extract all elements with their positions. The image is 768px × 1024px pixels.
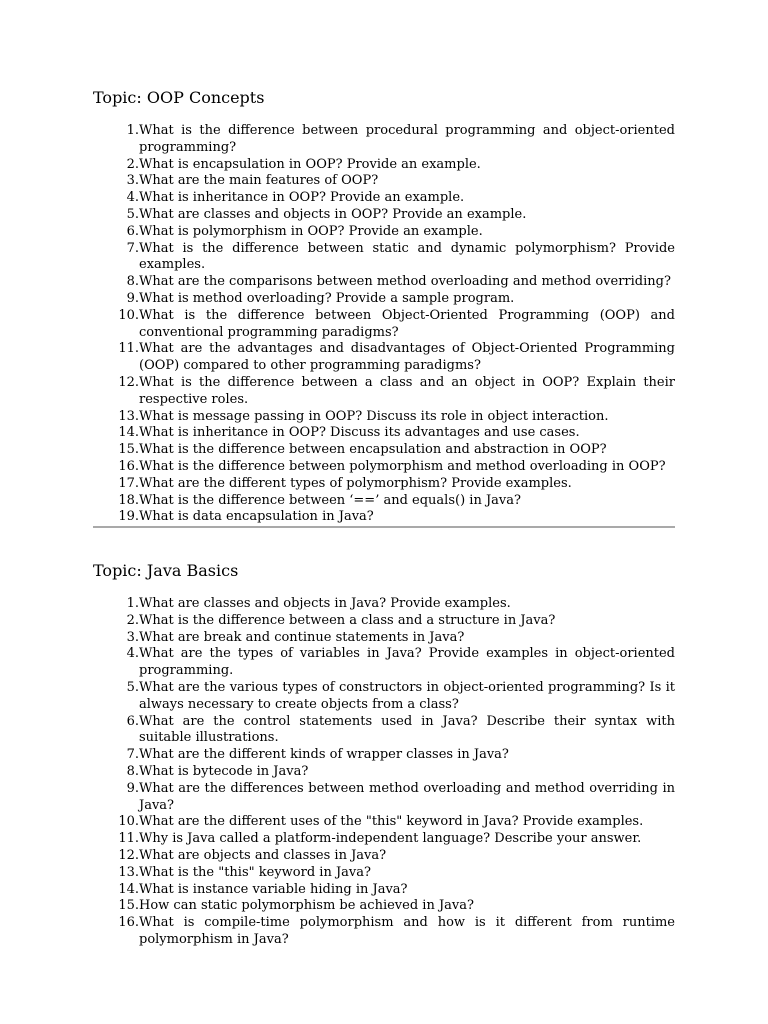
section-title: Topic: Java Basics [93, 561, 239, 580]
question-item [93, 425, 675, 442]
question-number [93, 882, 139, 899]
question-number-label: 8. [126, 274, 139, 290]
question-item [93, 865, 675, 882]
question-number [93, 308, 139, 342]
question-text: What is the difference between static and dynamic polymorphism? Provide examples. [139, 240, 675, 273]
question-item [93, 476, 675, 493]
question-number-label: 9. [126, 780, 139, 796]
question-item [93, 224, 675, 241]
question-item [93, 882, 675, 899]
question-item [93, 207, 675, 224]
question-text: What is inheritance in OOP? Discuss its advantages and use cases. [139, 425, 580, 441]
question-number [93, 459, 139, 476]
question-item [93, 781, 675, 815]
question-number [93, 630, 139, 647]
question-number [93, 613, 139, 630]
section-java-basics [93, 561, 675, 949]
question-number-label: 12. [118, 374, 139, 390]
question-number-label: 16. [118, 915, 139, 931]
question-number-label: 13. [118, 864, 139, 880]
question-text: What is message passing in OOP? Discuss its role in object interaction. [139, 408, 609, 424]
question-item [93, 646, 675, 680]
question-item [93, 274, 675, 291]
question-number [93, 291, 139, 308]
question-number-label: 1. [126, 596, 139, 611]
question-number-label: 14. [118, 881, 139, 897]
question-number [93, 596, 139, 613]
question-text: What is the difference between polymorphism and method overloading in OOP? [139, 458, 666, 474]
question-text: What are the advantages and disadvantages of Object-Oriented Programming (OOP) compared to other programming paradigms? [139, 341, 675, 374]
question-number [93, 915, 139, 949]
question-item [93, 157, 675, 174]
question-text: What are classes and objects in Java? Provide examples. [139, 596, 511, 611]
question-item [93, 814, 675, 831]
question-list [93, 123, 675, 526]
question-item [93, 680, 675, 714]
question-item [93, 409, 675, 426]
question-number-label: 10. [118, 307, 139, 323]
question-number-label: 16. [118, 458, 139, 474]
question-number-label: 11. [118, 341, 139, 357]
question-number [93, 848, 139, 865]
question-number-label: 18. [118, 492, 139, 508]
question-text: Why is Java called a platform-independent language? Describe your answer. [139, 831, 642, 847]
question-number-label: 13. [118, 408, 139, 424]
question-item [93, 190, 675, 207]
question-number [93, 747, 139, 764]
question-number [93, 764, 139, 781]
question-text: What is the difference between Object-Oriented Programming (OOP) and conventional programming paradigms? [139, 307, 675, 340]
question-number [93, 241, 139, 275]
question-number-label: 6. [126, 713, 139, 729]
question-number [93, 476, 139, 493]
question-item [93, 459, 675, 476]
question-item [93, 747, 675, 764]
question-number [93, 409, 139, 426]
question-number [93, 190, 139, 207]
question-text: What are the different uses of the "this" keyword in Java? Provide examples. [139, 814, 644, 830]
question-text: What is data encapsulation in Java? [139, 509, 374, 525]
question-text: What is method overloading? Provide a sample program. [139, 290, 515, 306]
question-text: What are the different kinds of wrapper classes in Java? [139, 747, 509, 763]
question-text: What are break and continue statements in Java? [139, 629, 465, 645]
section-title: Topic: OOP Concepts [93, 88, 265, 107]
question-text: How can static polymorphism be achieved in Java? [139, 898, 474, 914]
question-number [93, 814, 139, 831]
section-oop-concepts [93, 88, 675, 526]
question-item [93, 375, 675, 409]
question-number [93, 898, 139, 915]
question-number-label: 4. [126, 190, 139, 206]
question-number-label: 3. [126, 173, 139, 189]
question-number-label: 4. [126, 646, 139, 662]
question-text: What are the various types of constructors in object-oriented programming? Is it always necessary to create objects from a class? [139, 679, 675, 712]
section-divider [93, 526, 675, 528]
question-number [93, 123, 139, 157]
question-text: What is the difference between a class and an object in OOP? Explain their respective roles. [139, 374, 675, 407]
question-item [93, 509, 675, 526]
question-number-label: 7. [126, 240, 139, 256]
question-number-label: 2. [126, 612, 139, 628]
question-item [93, 308, 675, 342]
question-number [93, 680, 139, 714]
question-number-label: 3. [126, 629, 139, 645]
question-number [93, 274, 139, 291]
question-number-label: 7. [126, 747, 139, 763]
question-text: What is polymorphism in OOP? Provide an example. [139, 223, 483, 239]
question-text: What is compile-time polymorphism and how is it different from runtime polymorphism in Java? [139, 915, 675, 947]
question-number [93, 493, 139, 510]
question-number-label: 19. [118, 509, 139, 525]
question-number [93, 157, 139, 174]
question-text: What is the difference between procedural programming and object-oriented programming? [139, 123, 675, 155]
question-item [93, 613, 675, 630]
question-number [93, 781, 139, 815]
question-text: What is the difference between ‘==’ and equals() in Java? [139, 492, 521, 508]
question-item [93, 123, 675, 157]
question-number-label: 8. [126, 763, 139, 779]
question-item [93, 442, 675, 459]
question-text: What is the difference between a class and a structure in Java? [139, 612, 556, 628]
question-item [93, 898, 675, 915]
question-item [93, 848, 675, 865]
question-text: What is the difference between encapsulation and abstraction in OOP? [139, 442, 607, 458]
question-number-label: 2. [126, 156, 139, 172]
question-item [93, 596, 675, 613]
question-number [93, 375, 139, 409]
question-number-label: 12. [118, 847, 139, 863]
question-item [93, 291, 675, 308]
question-number [93, 224, 139, 241]
question-item [93, 915, 675, 949]
question-item [93, 764, 675, 781]
question-text: What are the types of variables in Java? Provide examples in object-oriented programming. [139, 646, 675, 679]
question-number-label: 15. [118, 442, 139, 458]
question-text: What is instance variable hiding in Java? [139, 881, 408, 897]
question-number [93, 509, 139, 526]
question-text: What is inheritance in OOP? Provide an example. [139, 190, 465, 206]
question-number [93, 831, 139, 848]
question-number-label: 17. [118, 475, 139, 491]
question-number [93, 714, 139, 748]
question-number [93, 646, 139, 680]
question-text: What is the "this" keyword in Java? [139, 864, 371, 880]
question-item [93, 173, 675, 190]
question-item [93, 831, 675, 848]
question-item [93, 493, 675, 510]
question-number [93, 207, 139, 224]
question-number [93, 173, 139, 190]
question-text: What are the different types of polymorphism? Provide examples. [139, 475, 572, 491]
question-text: What is bytecode in Java? [139, 763, 309, 779]
question-item [93, 241, 675, 275]
question-number [93, 442, 139, 459]
question-item [93, 714, 675, 748]
question-item [93, 341, 675, 375]
question-text: What is encapsulation in OOP? Provide an example. [139, 156, 481, 172]
question-number-label: 10. [118, 814, 139, 830]
question-text: What are the control statements used in Java? Describe their syntax with suitable illustrations. [139, 713, 675, 746]
question-number-label: 5. [126, 206, 139, 222]
question-number-label: 14. [118, 425, 139, 441]
question-number-label: 6. [126, 223, 139, 239]
question-number [93, 425, 139, 442]
question-text: What are objects and classes in Java? [139, 847, 387, 863]
question-item [93, 630, 675, 647]
question-text: What are classes and objects in OOP? Provide an example. [139, 206, 527, 222]
question-number-label: 1. [126, 123, 139, 138]
question-text: What are the comparisons between method overloading and method overriding? [139, 274, 671, 290]
question-number-label: 9. [126, 290, 139, 306]
question-number [93, 341, 139, 375]
question-list [93, 596, 675, 949]
question-number [93, 865, 139, 882]
question-number-label: 5. [126, 679, 139, 695]
question-number-label: 11. [118, 831, 139, 847]
question-text: What are the main features of OOP? [139, 173, 379, 189]
question-text: What are the differences between method overloading and method overriding in Java? [139, 780, 675, 813]
question-number-label: 15. [118, 898, 139, 914]
